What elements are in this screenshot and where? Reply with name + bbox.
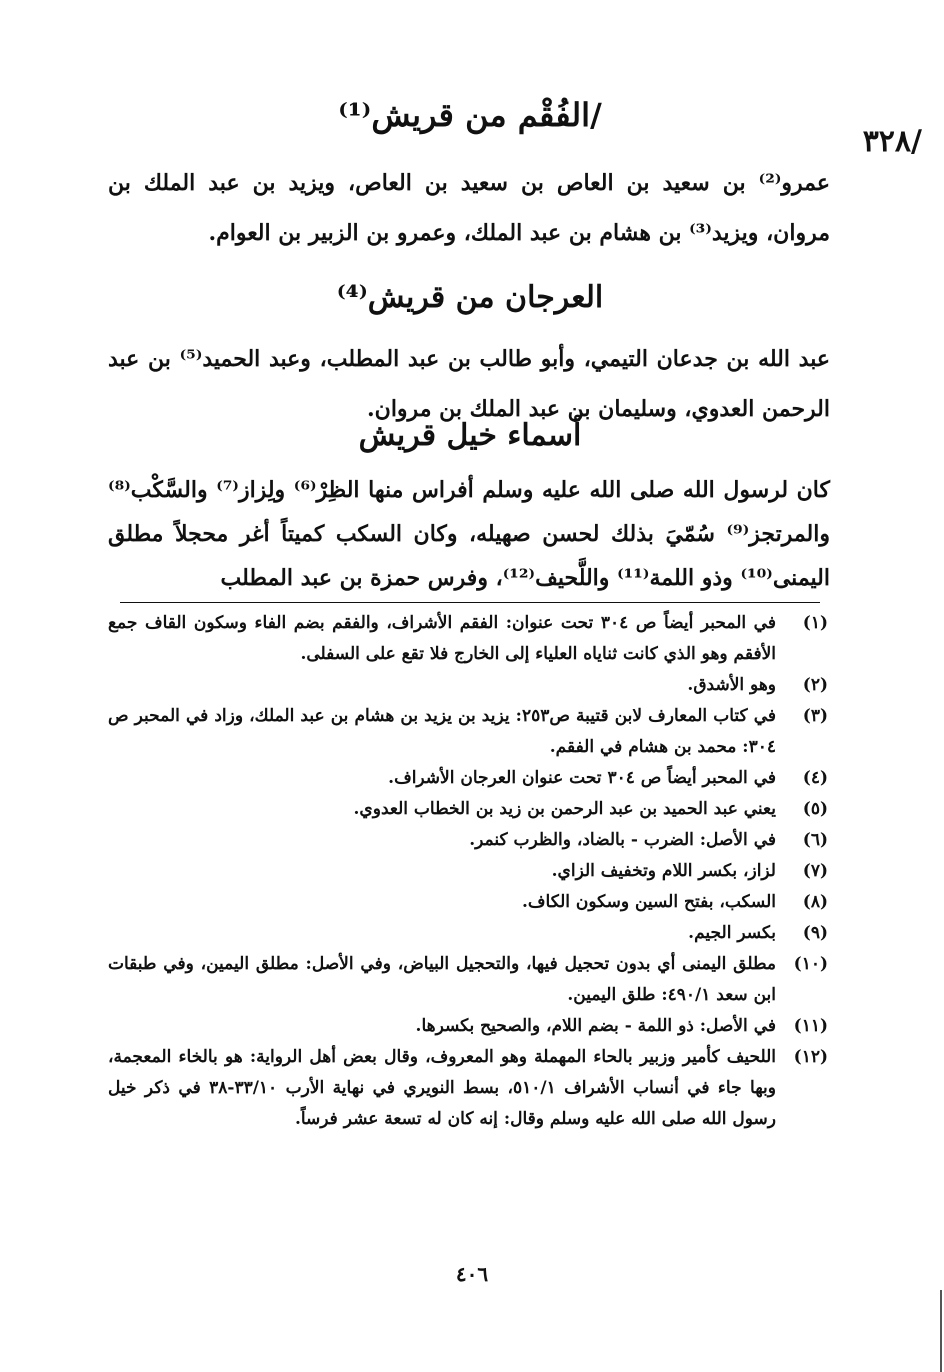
footnote-number: (٧) <box>802 861 828 881</box>
footnote <box>108 794 828 825</box>
footnote-text: في الأصل: الضرب - بالضاد، والظرب كنمر. <box>469 830 776 850</box>
footnote-number: (١٠) <box>793 954 828 974</box>
footnote-text: اللحيف كأمير وزبير بالحاء المهملة وهو المعروف، وقال بعض أهل الرواية: هو بالخاء المعجمة، وبها جاء في أنساب الأشراف ٥١٠/١، بسط النويري في نهاية الأرب ٣٣/١٠-٣٨ في ذكر خيل رسول الله صلى الله عليه وسلم وقال: إنه كان له تسعة عشر فرساً. <box>108 1047 776 1129</box>
section-heading-fuqm: /الفُقْم من قريش⁽¹⁾ <box>338 96 602 134</box>
section-heading-urjan: العرجان من قريش⁽⁴⁾ <box>336 280 604 315</box>
section-heading-horses: أسماء خيل قريش <box>358 418 582 453</box>
footnote-number: (١١) <box>793 1016 828 1036</box>
section-body-horses: كان لرسول الله صلى الله عليه وسلم أفراس منها الظِرْ⁽⁶⁾ ولِزاز⁽⁷⁾ والسَّكْب⁽⁸⁾ والمرتجز⁽⁹⁾ سُمّيَ بذلك لحسن صهيله، وكان السكب كميتاً أغر محجلاً مطلق اليمنى⁽¹⁰⁾ وذو اللمة⁽¹¹⁾ واللَّحيف⁽¹²⁾، وفرس حمزة بن عبد المطلب <box>108 477 830 591</box>
footnote-text: في المحبر أيضاً ص ٣٠٤ تحت عنوان: الفقم الأشراف، والفقم بضم الفاء وسكون القاف جمع الأفقم وهو الذي كانت ثناياه العلياء إلى الخارج فلا تقع على السفلى. <box>108 613 776 664</box>
footnote <box>108 918 828 949</box>
footnote-number: (١) <box>802 613 828 633</box>
footnote <box>108 670 828 701</box>
footnote-number: (٦) <box>802 830 828 850</box>
footnote <box>108 887 828 918</box>
page-number: ٤٠٦ <box>455 1262 489 1286</box>
footnote <box>108 825 828 856</box>
footnote-text: مطلق اليمنى أي بدون تحجيل فيها، والتحجيل البياض، وفي الأصل: مطلق اليمين، وفي طبقات ابن سعد ٤٩٠/١: طلق اليمين. <box>108 954 776 1005</box>
footnote-divider <box>120 602 820 603</box>
section-body-urjan: عبد الله بن جدعان التيمي، وأبو طالب بن عبد المطلب، وعبد الحميد⁽⁵⁾ بن عبد الرحمن العدوي، وسليمان بن عبد الملك بن مروان. <box>108 346 830 422</box>
scan-edge-line <box>940 1290 942 1372</box>
footnote-text: في كتاب المعارف لابن قتيبة ص٢٥٣: يزيد بن يزيد بن هشام بن عبد الملك، وزاد في المحبر ص ٣٠٤: محمد بن هشام في الفقم. <box>108 706 777 757</box>
section-body-fuqm: عمرو⁽²⁾ بن سعيد بن العاص بن سعيد بن العاص، ويزيد بن عبد الملك بن مروان، ويزيد⁽³⁾ بن هشام بن عبد الملك، وعمرو بن الزبير بن العوام. <box>108 170 830 246</box>
footnote <box>108 1011 828 1042</box>
footnote-text: وهو الأشدق. <box>687 675 776 695</box>
footnote-number: (٢) <box>802 675 828 695</box>
footnote-text: لزاز، بكسر اللام وتخفيف الزاي. <box>551 861 776 881</box>
footnote-number: (٩) <box>802 923 828 943</box>
margin-page-number: /٣٢٨ <box>862 124 922 159</box>
footnote <box>108 949 828 1011</box>
footnote <box>108 1042 828 1135</box>
footnote-number: (١٢) <box>793 1047 828 1067</box>
footnotes <box>108 608 828 1135</box>
footnote-text: يعني عبد الحميد بن عبد الرحمن بن زيد بن الخطاب العدوي. <box>353 799 776 819</box>
footnote-number: (٨) <box>802 892 828 912</box>
footnote <box>108 701 828 763</box>
footnote-text: بكسر الجيم. <box>688 923 776 943</box>
footnote-text: السكب، بفتح السين وسكون الكاف. <box>521 892 776 912</box>
footnote <box>108 763 828 794</box>
footnote-number: (٣) <box>802 706 828 726</box>
footnote-text: في الأصل: ذو اللمة - بضم اللام، والصحيح بكسرها. <box>415 1016 776 1036</box>
footnote-number: (٥) <box>802 799 828 819</box>
footnote <box>108 856 828 887</box>
footnote <box>108 608 828 670</box>
footnote-text: في المحبر أيضاً ص ٣٠٤ تحت عنوان العرجان الأشراف. <box>388 768 776 788</box>
footnote-number: (٤) <box>802 768 828 788</box>
